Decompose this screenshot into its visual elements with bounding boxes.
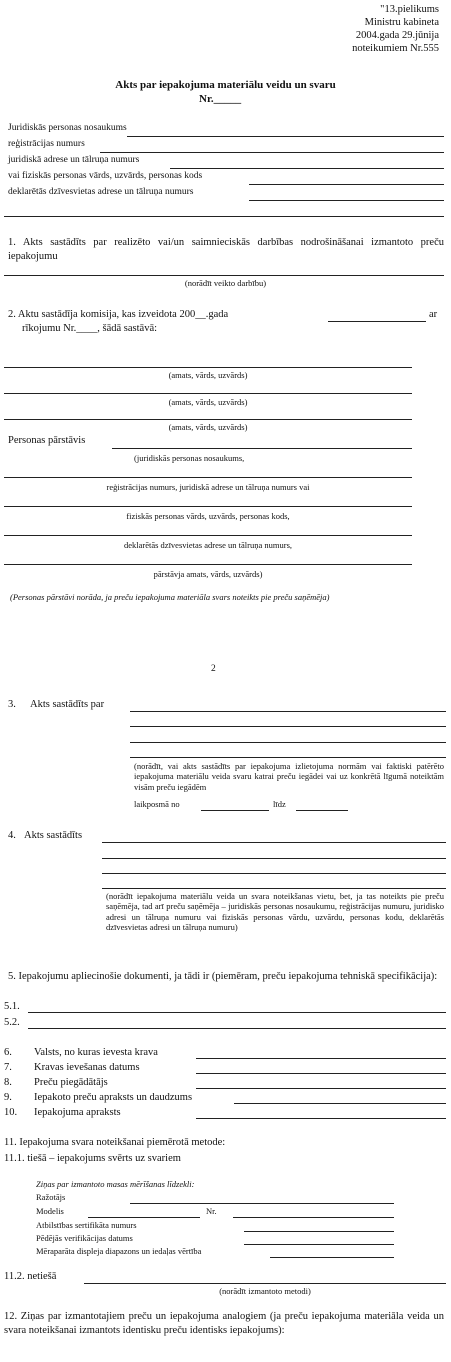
list-item-10-label: Iepakojuma apraksts (34, 1107, 121, 1118)
annex-label: "13.pielikums (380, 4, 439, 15)
entity-extra-field[interactable] (4, 216, 444, 217)
commission-member-3-field[interactable] (4, 419, 412, 420)
instrument-verification-label: Pēdējās verifikācijas datums (36, 1233, 133, 1243)
section-3-field-3[interactable] (130, 742, 446, 743)
list-item-7-number: 7. (4, 1062, 12, 1073)
section-1-activity-field[interactable] (4, 275, 444, 276)
section-5-item-2-number: 5.2. (4, 1017, 20, 1028)
entity-address-field[interactable] (170, 168, 444, 169)
entity-name-field[interactable] (127, 136, 444, 137)
representative-note: (Personas pārstāvi norāda, ja preču iepakojuma materiāla svars noteikts pie preču saņēmēja) (10, 592, 330, 602)
section-3-number: 3. (8, 699, 16, 710)
section-3-period-from-label: laikposmā no (134, 799, 180, 809)
section-1-text: 1. Akts sastādīts par realizēto vai/un saimnieciskās darbības nodrošināšanai izmantoto preču iepakojumu (8, 237, 444, 262)
instrument-range-label: Mēraparāta displeja diapazons un iedaļas vērtība (36, 1246, 202, 1256)
section-4-number: 4. (8, 830, 16, 841)
section-3-period-to-label: līdz (273, 799, 286, 809)
section-5-item-2-field[interactable] (28, 1028, 446, 1029)
instrument-nr-label: Nr. (206, 1206, 217, 1216)
instrument-maker-label: Ražotājs (36, 1192, 66, 1202)
instrument-maker-field[interactable] (130, 1203, 394, 1204)
section-11-2-caption: (norādīt izmantoto metodi) (219, 1286, 311, 1296)
annex-date: 2004.gada 29.jūnija (355, 30, 439, 41)
representative-field-1[interactable] (112, 448, 412, 449)
section-3-label: Akts sastādīts par (30, 699, 105, 710)
document-title: Akts par iepakojuma materiālu veidu un svaru (115, 79, 336, 91)
commission-member-3-caption: (amats, vārds, uzvārds) (168, 422, 248, 432)
page-number: 2 (211, 664, 216, 674)
section-2-line-a-end: ar (429, 309, 438, 320)
section-5-text: 5. Iepakojumu apliecinošie dokumenti, ja tādi ir (piemēram, preču iepakojuma tehniskā specifikācija): (8, 971, 438, 982)
list-item-8-number: 8. (4, 1077, 12, 1088)
representative-caption-2: reģistrācijas numurs, juridiskā adrese un tālruņa numurs vai (106, 482, 310, 492)
entity-reg-field[interactable] (100, 152, 444, 153)
section-11-heading: 11. Iepakojuma svara noteikšanai piemērotā metode: (4, 1137, 226, 1148)
section-2-line-a: 2. Aktu sastādīja komisija, kas izveidota 200__.gada (8, 309, 229, 320)
list-item-8-field[interactable] (196, 1088, 446, 1089)
section-5-item-1-number: 5.1. (4, 1001, 20, 1012)
section-3-field-4[interactable] (130, 757, 446, 758)
entity-person-field[interactable] (249, 184, 444, 185)
list-item-8-label: Preču piegādātājs (34, 1077, 108, 1088)
list-item-7-field[interactable] (196, 1073, 446, 1074)
instrument-cert-field[interactable] (244, 1231, 394, 1232)
entity-reg-label: reģistrācijas numurs (8, 139, 85, 149)
entity-name-label: Juridiskās personas nosaukums (8, 123, 127, 133)
instrument-cert-label: Atbilstības sertifikāta numurs (36, 1220, 137, 1230)
section-3-period-from-field[interactable] (201, 810, 269, 811)
list-item-10-field[interactable] (196, 1118, 446, 1119)
list-item-6-field[interactable] (196, 1058, 446, 1059)
annex-cabinet: Ministru kabineta (364, 17, 439, 28)
instrument-model-label: Modelis (36, 1206, 64, 1216)
representative-field-2[interactable] (4, 477, 412, 478)
representative-caption-4: deklarētās dzīvesvietas adrese un tālruņa numurs, (123, 540, 293, 550)
list-item-9-field[interactable] (234, 1103, 446, 1104)
section-3-caption: (norādīt, vai akts sastādīts par iepakojuma izlietojuma normām vai faktiski patērēto iepakojuma materiālu veida svaru katrai preču iegādei vai uz konkrētā līgumā noteiktām visām preču iegādēm (134, 761, 444, 792)
commission-member-1-field[interactable] (4, 367, 412, 368)
section-2-line-b: rīkojumu Nr.____, šādā sastāvā: (22, 323, 158, 334)
instrument-verification-field[interactable] (244, 1244, 394, 1245)
list-item-9-label: Iepakoto preču apraksts un daudzums (34, 1092, 193, 1103)
section-5-item-1-field[interactable] (28, 1012, 446, 1013)
instrument-model-field[interactable] (88, 1217, 200, 1218)
representative-field-4[interactable] (4, 535, 412, 536)
list-item-7-label: Kravas ievešanas datums (34, 1062, 140, 1073)
section-11-1-label: 11.1. tiešā – iepakojums svērts uz svariem (4, 1153, 181, 1164)
commission-member-1-caption: (amats, vārds, uzvārds) (168, 370, 248, 380)
section-11-2-field[interactable] (84, 1283, 446, 1284)
representative-field-5[interactable] (4, 564, 412, 565)
list-item-10-number: 10. (4, 1107, 18, 1118)
section-12-text: 12. Ziņas par izmantotajiem preču un iepakojuma analogiem (ja preču iepakojuma materiāla veida un svara noteikšanai izmantots identisku preču identisks iepakojums): (4, 1311, 444, 1336)
section-2-date-field[interactable] (328, 321, 426, 322)
instrument-range-field[interactable] (270, 1257, 394, 1258)
instrument-info-title: Ziņas par izmantoto masas mērīšanas līdzekli: (36, 1179, 195, 1189)
commission-member-2-field[interactable] (4, 393, 412, 394)
entity-person-label: vai fiziskās personas vārds, uzvārds, personas kods (8, 171, 203, 181)
representative-field-3[interactable] (4, 506, 412, 507)
section-4-field-4[interactable] (102, 888, 446, 889)
section-4-caption: (norādīt iepakojuma materiālu veida un svara noteikšanas vietu, bet, ja tas noteikts pie preču saņēmēja, tad arī preču saņēmēja – juridiskās personas nosaukumu, reģistrācijas numuru, juridisko adresi un tālruņa numuru vai fiziskās personas vārdu, uzvārdu, personas kodu, deklarētās dzīvesvietas adresi un tālruņa numuru) (106, 891, 444, 933)
representative-label: Personas pārstāvis (8, 435, 86, 446)
instrument-nr-field[interactable] (233, 1217, 394, 1218)
representative-caption-3: fiziskās personas vārds, uzvārds, personas kods, (126, 511, 290, 521)
section-3-field-2[interactable] (130, 726, 446, 727)
annex-regulation: noteikumiem Nr.555 (352, 43, 439, 54)
entity-residence-field[interactable] (249, 200, 444, 201)
section-1-caption: (norādīt veikto darbību) (184, 278, 267, 288)
representative-caption-1: (juridiskās personas nosaukums, (134, 453, 245, 463)
section-3-field-1[interactable] (130, 711, 446, 712)
section-4-field-2[interactable] (102, 858, 446, 859)
list-item-6-number: 6. (4, 1047, 12, 1058)
representative-caption-5: pārstāvja amats, vārds, uzvārds) (153, 569, 263, 579)
section-3-period-to-field[interactable] (296, 810, 348, 811)
document-number: Nr._____ (199, 93, 242, 105)
commission-member-2-caption: (amats, vārds, uzvārds) (168, 397, 248, 407)
list-item-9-number: 9. (4, 1092, 12, 1103)
section-4-field-1[interactable] (102, 842, 446, 843)
section-4-label: Akts sastādīts (24, 830, 83, 841)
entity-residence-label: deklarētās dzīvesvietas adrese un tālruņa numurs (8, 187, 194, 197)
section-4-field-3[interactable] (102, 873, 446, 874)
list-item-6-label: Valsts, no kuras ievesta krava (34, 1047, 158, 1058)
entity-address-label: juridiskā adrese un tālruņa numurs (8, 155, 140, 165)
section-11-2-label: 11.2. netiešā (4, 1271, 57, 1282)
